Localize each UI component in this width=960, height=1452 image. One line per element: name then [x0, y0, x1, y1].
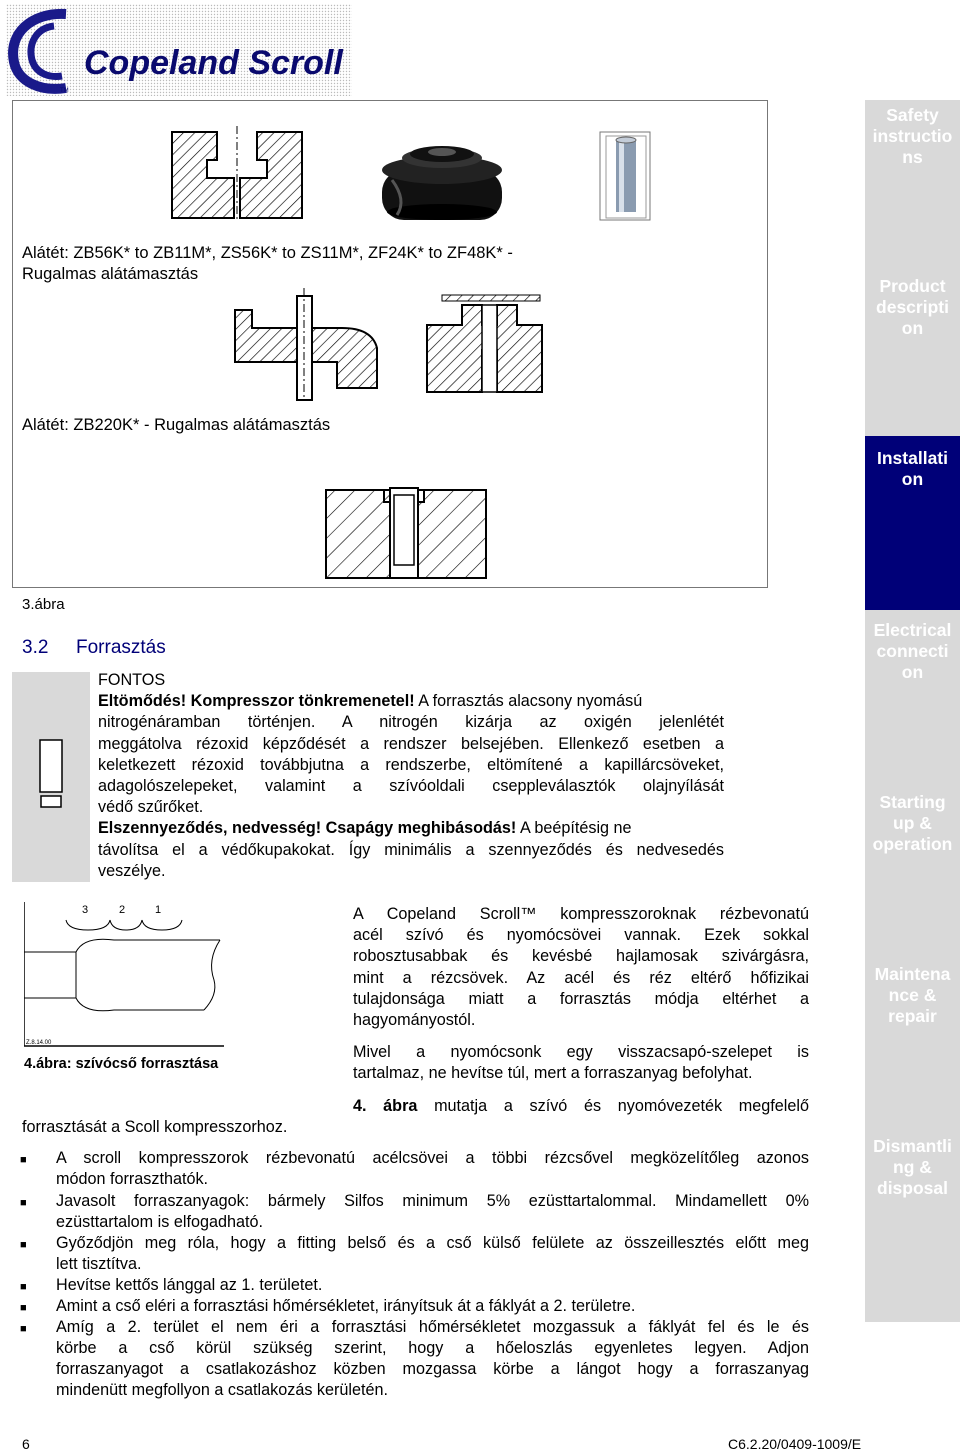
- sidebar-item-product-description[interactable]: [865, 276, 960, 339]
- list-item-text: lett tisztítva.: [56, 1255, 142, 1273]
- section-number: 3.2: [22, 637, 49, 658]
- figure-3-caption-line1: Alátét: ZB56K* to ZB11M*, ZS56K* to ZS11M*, ZF24K* to ZF48K* -: [22, 244, 513, 262]
- warning-bold-2: Elszennyeződés, nedvesség! Csapágy meghibásodás!: [98, 819, 517, 838]
- sidebar-item-label: repair: [888, 1006, 937, 1026]
- intro-paragraph-2: [353, 1042, 809, 1084]
- sidebar-item-safety-instructions[interactable]: [865, 105, 960, 168]
- intro-line: hagyományostól.: [353, 1011, 476, 1030]
- important-line: védő szűrőket.: [98, 798, 204, 817]
- bullet-icon: ■: [20, 1197, 27, 1209]
- copeland-scroll-logo: [6, 4, 352, 96]
- zb220k-sleeve-section: [427, 295, 542, 392]
- intro-paragraph-1: [353, 904, 809, 1031]
- figure-3-caption-line2: Rugalmas alátámasztás: [22, 265, 199, 283]
- figure-4-code: Z.8.14.00: [26, 1040, 52, 1046]
- intro-line: tartalmaz, ne hevítse túl, mert a forraszanyag befolyhat.: [353, 1064, 753, 1083]
- zone-1-label: 1: [155, 904, 162, 916]
- important-line: meggátolva rézoxid képződését a rendszer belsejében. Ellenkező esetben a: [98, 734, 724, 753]
- sidebar-item-label: Dismantli: [873, 1136, 952, 1156]
- sidebar-item-label: ns: [902, 147, 923, 167]
- sidebar-item-label: up &: [893, 813, 932, 833]
- sidebar-item-label: operation: [872, 834, 953, 854]
- sidebar-item-label: on: [901, 662, 924, 682]
- sleeve-photo: [600, 132, 650, 220]
- intro-line: mint a rézcsövek. Az acél és réz eltérő hőfizikai: [353, 968, 809, 987]
- list-item-text: Amíg a 2. terület el nem éri a forrasztási hőmérsékletet mozgassuk a fáklyát fel és le és: [56, 1318, 809, 1336]
- zone-2-label: 2: [119, 904, 126, 916]
- logo-text: Copeland Scroll: [84, 44, 343, 82]
- sidebar-item-label: descripti: [876, 297, 949, 317]
- sidebar-item-label: on: [901, 318, 924, 338]
- sidebar-item-starting-up[interactable]: [865, 792, 960, 855]
- list-item-text: módon forraszthatók.: [56, 1170, 209, 1188]
- list-item-text: Amint a cső eléri a forrasztási hőmérsékletet, irányítsuk át a fáklyát a 2. területre.: [56, 1297, 636, 1315]
- list-item-text: mindenütt megfollyon a csatlakozás kerületén.: [56, 1381, 389, 1399]
- bullet-icon: ■: [20, 1154, 27, 1166]
- list-item-text: Hevítse kettős lánggal az 1. területet.: [56, 1276, 323, 1294]
- figure-3-label: 3.ábra: [22, 596, 65, 613]
- intro-line: tulajdonsága miatt a forrasztás módja eltérhet a: [353, 989, 809, 1008]
- intro-line: robosztusabbak és kevésbé hajlamosak szivárgásra,: [353, 947, 809, 966]
- sidebar-item-label: Starting: [879, 792, 946, 812]
- bullet-icon: ■: [20, 1239, 27, 1251]
- list-item-text: Javasolt forraszanyagok: bármely Silfos minimum 5% ezüsttartalommal. Mindamellett 0%: [56, 1192, 809, 1210]
- important-notice: [98, 670, 724, 882]
- sidebar-item-label: Electrical: [873, 620, 952, 640]
- sidebar-item-label: Product: [879, 276, 946, 296]
- intro-line: A Copeland Scroll™ kompresszoroknak rézbevonatú: [353, 905, 809, 923]
- intro-paragraph-3-cont: forrasztását a Scoll kompresszorhoz.: [22, 1118, 288, 1136]
- document-code: C6.2.20/0409-1009/E: [728, 1436, 862, 1452]
- section-title: Forrasztás: [76, 637, 166, 658]
- warning-panel: [12, 672, 90, 882]
- zone-3-label: 3: [82, 904, 89, 916]
- list-item-text: A scroll kompresszorok rézbevonatú acélcsövei a többi rézcsővel megközelítőleg azonos: [56, 1149, 809, 1167]
- important-line: veszélye.: [98, 861, 166, 880]
- bullet-icon: ■: [20, 1281, 27, 1293]
- important-line: keletkezett rézoxid továbbjutna a rendszerbe, eltömítené a kapillárcsöveket,: [98, 755, 724, 774]
- intro-text: mutatja a szívó és nyomóvezeték megfelelő: [434, 1097, 809, 1115]
- important-heading: FONTOS: [98, 671, 166, 689]
- important-text: A forrasztás alacsony nyomású: [418, 692, 643, 711]
- sidebar-item-label: Safety: [886, 105, 939, 125]
- sidebar-item-electrical-connection[interactable]: [865, 620, 960, 683]
- zb220k-grommet-section: [235, 288, 377, 400]
- list-item-text: forraszanyagot a csatlakozáshoz közben mozgassa körbe a lángot hogy a forraszanyag: [56, 1360, 809, 1378]
- figure-4-reference: 4. ábra: [353, 1097, 418, 1115]
- sidebar-item-label: nce &: [888, 985, 937, 1005]
- important-line: adagolószelepeket, valamint a szívóoldali cseppleválasztók olajnyílását: [98, 777, 724, 796]
- sidebar-item-dismantling[interactable]: [865, 1136, 960, 1199]
- figure-3-caption-2: Alátét: ZB220K* - Rugalmas alátámasztás: [22, 416, 331, 434]
- important-line: távolítsa el a védőkupakokat. Így minimális a szennyeződés és nedvesedés: [98, 840, 724, 859]
- sidebar-item-label: disposal: [877, 1178, 948, 1198]
- sidebar-item-installation[interactable]: [865, 436, 960, 610]
- sidebar-item-label: connecti: [876, 641, 949, 661]
- sidebar-item-label: instructio: [872, 126, 953, 146]
- important-text: A beépítésig ne: [519, 819, 632, 838]
- important-line: nitrogénáramban történjen. A nitrogén kizárja az oxigén jelenlétét: [98, 713, 724, 732]
- warning-bold: Eltömődés! Kompresszor tönkremenetel!: [98, 692, 415, 711]
- intro-paragraph-3: [353, 1096, 809, 1117]
- sidebar-item-label: Installati: [877, 448, 948, 468]
- bullet-icon: ■: [20, 1323, 27, 1335]
- figure-3-drawings: [12, 100, 768, 588]
- list-item-text: ezüsttartalom is elfogadható.: [56, 1213, 263, 1231]
- logo-tm: TM: [60, 88, 69, 94]
- sidebar-item-label: Maintena: [874, 964, 951, 984]
- exclamation-icon: [12, 672, 90, 882]
- important-line: [98, 691, 724, 712]
- rubber-grommet-photo: [382, 146, 502, 220]
- mounting-bolt-section: [326, 488, 486, 578]
- list-item-text: körbe a cső körül szükség szerint, hogy a hőeloszlás egyenletes legyen. Adjon: [56, 1339, 809, 1357]
- figure-4-caption: 4.ábra: szívócső forrasztása: [24, 1056, 219, 1072]
- sidebar-item-label: on: [901, 469, 924, 489]
- intro-line: acél szívó és nyomócsövei vannak. Ezek sokkal: [353, 926, 809, 945]
- bullet-icon: ■: [20, 1302, 27, 1314]
- intro-line: Mivel a nyomócsonk egy visszacsapó-szelepet is: [353, 1043, 809, 1061]
- sidebar-item-label: ng &: [893, 1157, 932, 1177]
- important-line: [98, 818, 724, 839]
- sidebar-nav: [865, 100, 960, 1322]
- page-number: 6: [22, 1436, 30, 1452]
- grommet-section-drawing: [172, 126, 302, 220]
- figure-4-drawing: [24, 900, 224, 1048]
- sidebar-item-maintenance[interactable]: [865, 964, 960, 1027]
- list-item-text: Győződjön meg róla, hogy a fitting belső és a cső külső felülete az összeillesztés előtt meg: [56, 1234, 809, 1252]
